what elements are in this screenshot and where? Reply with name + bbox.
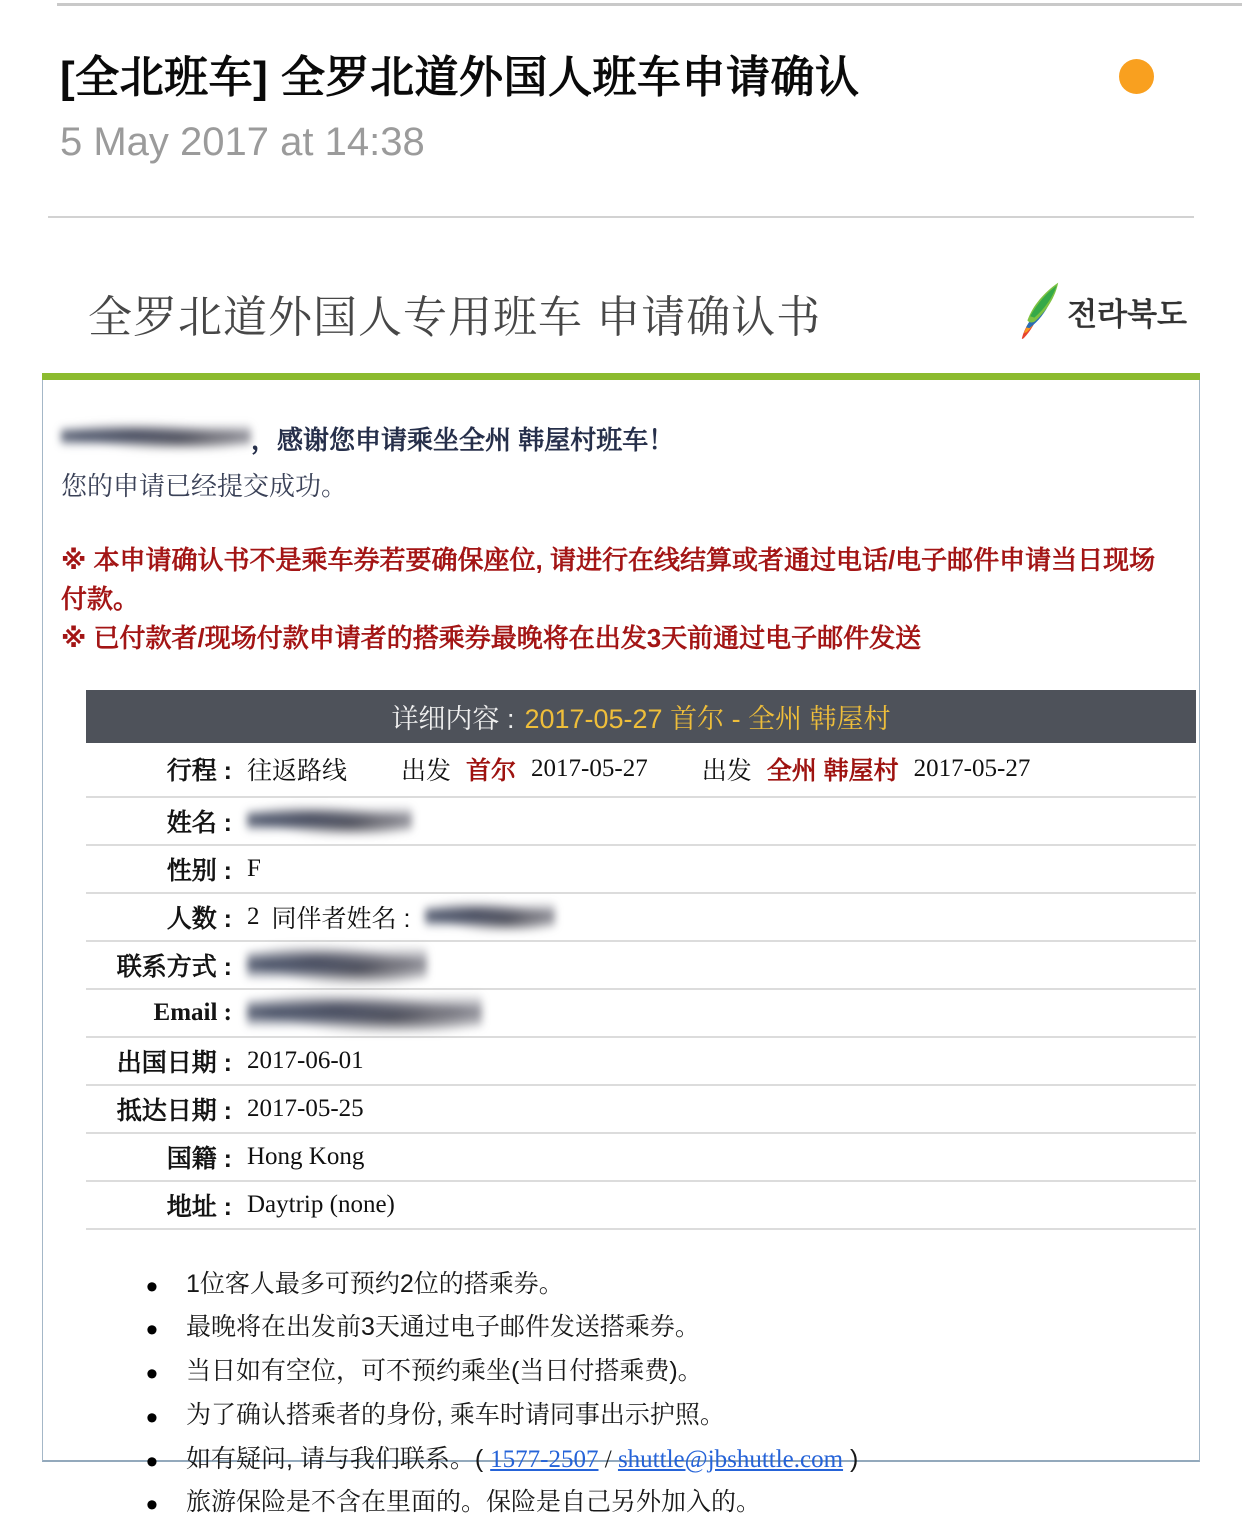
contact-prefix: 如有疑问, 请与我们联系。( <box>186 1444 491 1473</box>
name-label: 姓名 : <box>166 808 232 837</box>
email-link[interactable]: shuttle@jbshuttle.com <box>617 1445 844 1473</box>
details-table <box>86 690 1196 1230</box>
logo-text: 전라북도 <box>1067 297 1187 333</box>
warning-1: ※ 本申请确认书不是乘车券若要确保座位, 请进行在线结算或者通过电话/电子邮件申请当日现场付款。 <box>61 544 1156 614</box>
email-view <box>0 3 1242 1517</box>
table-row-name <box>86 798 1196 846</box>
header-divider <box>48 216 1194 218</box>
phone-link[interactable]: 1577-2507 <box>490 1445 599 1473</box>
contact-suffix: ) <box>843 1444 859 1473</box>
top-divider <box>57 3 1242 6</box>
departure-2-place: 全州 韩屋村 <box>766 757 899 786</box>
departure-1-place: 首尔 <box>466 757 517 786</box>
warning-2: ※ 已付款者/现场付款申请者的搭乘券最晚将在出发3天前通过电子邮件发送 <box>61 622 922 653</box>
gender-label: 性别 : <box>166 856 232 885</box>
redacted-companion-name <box>425 901 555 932</box>
nationality-value: Hong Kong <box>247 1142 365 1170</box>
details-header-label: 详细内容 : <box>391 703 515 734</box>
note-item: • 为了确认搭乘者的身份, 乘车时请同事出示护照。 <box>146 1399 1179 1433</box>
submitted-line: 您的申请已经提交成功。 <box>61 470 348 501</box>
departure-2-date: 2017-05-27 <box>913 755 1031 783</box>
details-header-route: 2017-05-27 首尔 - 全州 韩屋村 <box>524 703 891 734</box>
gender-value: F <box>247 854 261 882</box>
email-header <box>60 53 1182 104</box>
table-row-address <box>86 1182 1196 1230</box>
table-row-persons <box>86 894 1196 942</box>
leaf-swoosh-icon <box>1019 281 1061 343</box>
email-label: Email : <box>153 998 232 1026</box>
table-row-arrival-date <box>86 1086 1196 1134</box>
arrival-date-label: 抵达日期 : <box>116 1096 232 1125</box>
table-row-email <box>86 990 1196 1038</box>
note-item-contact <box>146 1443 1179 1477</box>
departure-1-label: 出发 <box>401 757 452 786</box>
redacted-phone <box>247 945 427 985</box>
notes-list <box>146 1268 1179 1521</box>
nationality-label: 国籍 : <box>166 1144 232 1173</box>
jeollabukdo-logo <box>1019 281 1187 345</box>
table-row-nationality <box>86 1134 1196 1182</box>
redacted-name <box>247 805 412 836</box>
trip-type: 往返路线 <box>247 757 348 786</box>
note-item: • 当日如有空位，可不预约乘坐(当日付搭乘费)。 <box>146 1355 1179 1389</box>
contact-label: 联系方式 : <box>116 952 232 981</box>
orange-flag-dot-icon[interactable] <box>1119 59 1154 94</box>
table-row-trip <box>86 743 1196 798</box>
departure-date-value: 2017-06-01 <box>247 1046 364 1074</box>
email-subject: [全北班车] 全罗北道外国人班车申请确认 <box>60 53 860 102</box>
note-item: • 最晚将在出发前3天通过电子邮件发送搭乘券。 <box>146 1311 1179 1345</box>
green-accent-bar <box>42 373 1200 380</box>
document-title: 全罗北道外国人专用班车 申请确认书 <box>88 292 822 342</box>
note-item: • 1位客人最多可预约2位的搭乘券。 <box>146 1268 1179 1302</box>
table-row-contact <box>86 942 1196 990</box>
greeting-text: ，感谢您申请乘坐全州 韩屋村班车！ <box>251 424 675 455</box>
address-value: Daytrip (none) <box>247 1190 395 1218</box>
persons-count: 2 <box>247 902 260 930</box>
redacted-email <box>247 993 482 1033</box>
departure-1-date: 2017-05-27 <box>531 755 648 783</box>
table-row-gender <box>86 846 1196 894</box>
departure-date-label: 出国日期 : <box>116 1048 232 1077</box>
confirmation-box <box>42 373 1200 1517</box>
companion-label: 同伴者姓名 : <box>271 904 411 933</box>
arrival-date-value: 2017-05-25 <box>247 1094 364 1122</box>
note-item: • 旅游保险是不含在里面的。保险是自己另外加入的。 <box>146 1486 1179 1520</box>
redacted-recipient-name <box>61 423 251 450</box>
link-separator: / <box>598 1445 618 1473</box>
details-table-header <box>86 690 1196 743</box>
address-label: 地址 : <box>166 1192 232 1221</box>
email-date: 5 May 2017 at 14:38 <box>60 119 425 164</box>
document-header <box>88 281 1187 345</box>
warning-block <box>61 541 1179 658</box>
trip-label: 行程 : <box>166 757 232 786</box>
persons-label: 人数 : <box>166 904 232 933</box>
greeting-line <box>61 420 1179 457</box>
table-row-departure-date <box>86 1038 1196 1086</box>
departure-2-label: 出发 <box>701 757 752 786</box>
